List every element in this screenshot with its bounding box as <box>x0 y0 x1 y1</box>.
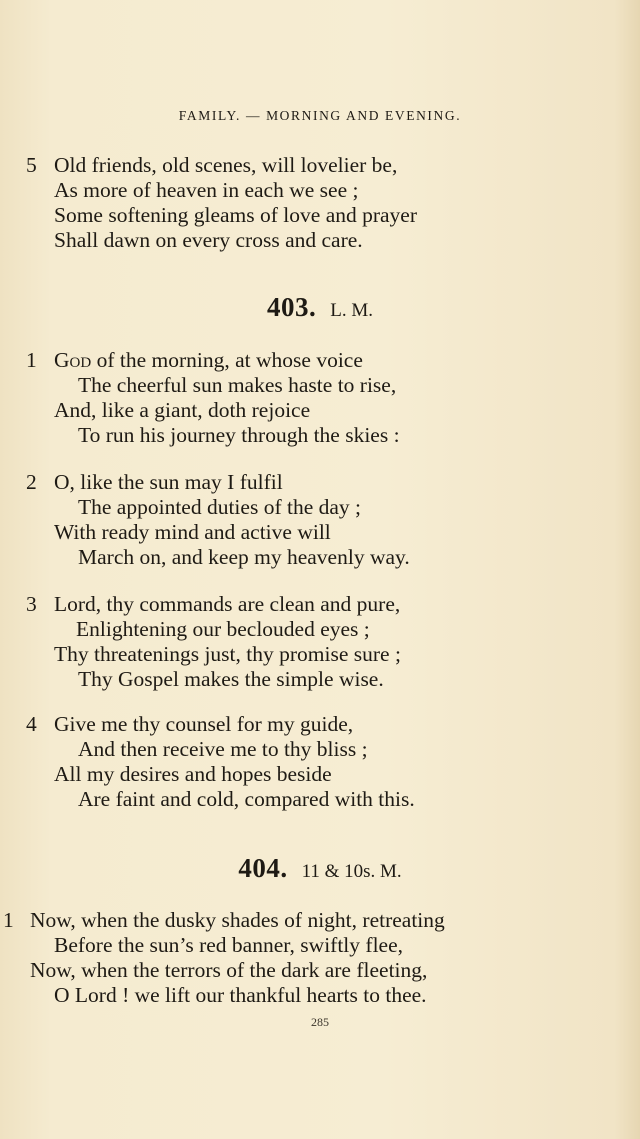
hymn-heading <box>0 292 640 323</box>
verse-line: O, like the sun may I fulfil <box>54 470 283 494</box>
verse-line: With ready mind and active will <box>54 520 331 544</box>
verse-line: And then receive me to thy bliss ; <box>78 737 368 761</box>
hymn-number: 403. <box>267 292 317 322</box>
running-head: FAMILY. — MORNING AND EVENING. <box>178 108 462 123</box>
verse-line: And, like a giant, doth rejoice <box>54 398 311 422</box>
verse-line: Lord, thy commands are clean and pure, <box>54 592 401 616</box>
verse-line: Thy threatenings just, thy promise sure ; <box>54 642 401 666</box>
verse-line: Now, when the terrors of the dark are fleeting, <box>30 958 428 982</box>
verse-line: Thy Gospel makes the simple wise. <box>78 667 384 691</box>
verse-line: Enlightening our beclouded eyes ; <box>76 617 370 641</box>
stanza-number: 3 <box>26 592 37 616</box>
hymn-number: 404. <box>238 853 288 883</box>
verse-line: O Lord ! we lift our thankful hearts to thee. <box>54 983 427 1007</box>
initial-word: God <box>54 348 92 372</box>
stanza-number: 4 <box>26 712 37 736</box>
verse-line: The cheerful sun makes haste to rise, <box>78 373 397 397</box>
verse-line: Before the sun’s red banner, swiftly flee, <box>54 933 403 957</box>
verse-line: March on, and keep my heavenly way. <box>78 545 410 569</box>
verse-line: As more of heaven in each we see ; <box>54 178 359 202</box>
verse-line: Are faint and cold, compared with this. <box>78 787 415 811</box>
hymn-meter: L. M. <box>330 300 373 321</box>
verse-line: Shall dawn on every cross and care. <box>54 228 363 252</box>
verse-line: Now, when the dusky shades of night, retreating <box>30 908 445 932</box>
verse-line <box>54 348 363 373</box>
verse-line: The appointed duties of the day ; <box>78 495 362 519</box>
verse-line: Old friends, old scenes, will lovelier be, <box>54 153 398 177</box>
stanza-number: 5 <box>26 153 37 177</box>
hymn-meter: 11 & 10s. M. <box>301 861 402 882</box>
verse-line-rest: of the morning, at whose voice <box>91 348 363 372</box>
stanza-number: 1 <box>26 348 37 372</box>
verse-line: Some softening gleams of love and prayer <box>54 203 418 227</box>
stanza-number: 1 <box>3 908 14 932</box>
page-number: 285 <box>311 1015 329 1029</box>
stanza-number: 2 <box>26 470 37 494</box>
verse-line: All my desires and hopes beside <box>54 762 332 786</box>
verse-line: Give me thy counsel for my guide, <box>54 712 354 736</box>
hymn-heading <box>0 853 640 884</box>
verse-line: To run his journey through the skies : <box>78 423 400 447</box>
